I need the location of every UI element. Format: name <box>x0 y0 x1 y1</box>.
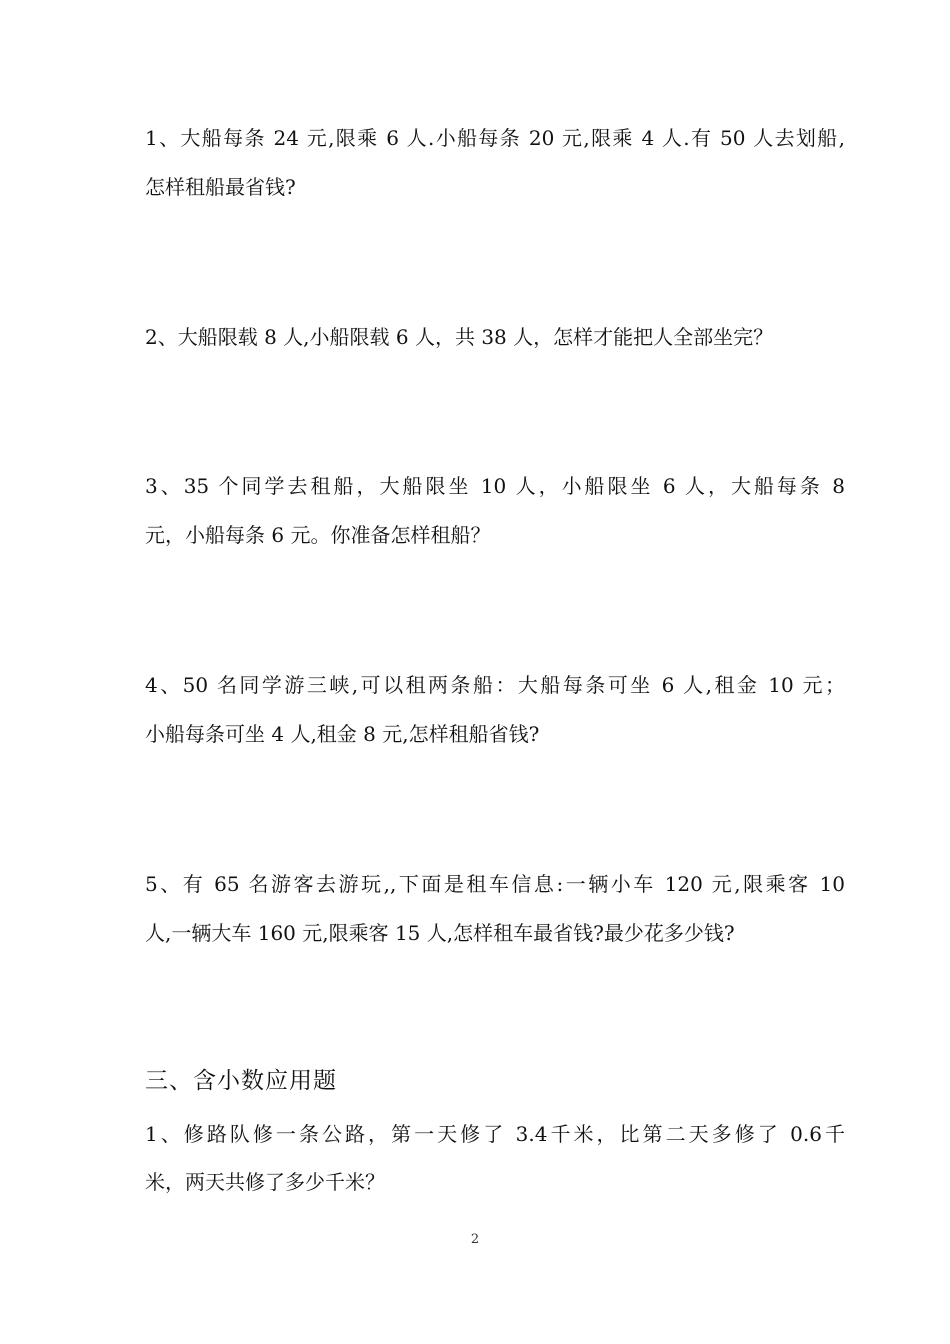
question-5-line-1: 5、有 65 名游客去游玩,,下面是租车信息:一辆小车 120 元,限乘客 10 <box>145 872 845 896</box>
question-4-line-2: 小船每条可坐 4 人,租金 8 元,怎样租船省钱? <box>145 722 540 746</box>
page-number: 2 <box>470 1232 480 1247</box>
section-question-1-line-2: 米，两天共修了多少千米？ <box>145 1170 385 1194</box>
question-2-line-1: 2、大船限载 8 人,小船限载 6 人，共 38 人，怎样才能把人全部坐完？ <box>145 325 774 349</box>
question-1-line-1: 1、大船每条 24 元,限乘 6 人.小船每条 20 元,限乘 4 人.有 50 人去划船, <box>145 126 845 150</box>
section-heading: 三、含小数应用题 <box>145 1068 337 1094</box>
section-question-1-line-1: 1、修路队修一条公路，第一天修了 3.4千米，比第二天多修了 0.6千 <box>145 1122 845 1146</box>
question-3-line-1: 3、35 个同学去租船，大船限坐 10 人，小船限坐 6 人，大船每条 8 <box>145 474 845 498</box>
question-3-line-2: 元，小船每条 6 元。你准备怎样租船？ <box>145 523 491 547</box>
question-1-line-2: 怎样租船最省钱? <box>145 175 296 199</box>
question-4-line-1: 4、50 名同学游三峡,可以租两条船：大船每条可坐 6 人,租金 10 元； <box>145 673 845 697</box>
question-5-line-2: 人,一辆大车 160 元,限乘客 15 人,怎样租车最省钱?最少花多少钱? <box>145 921 735 945</box>
